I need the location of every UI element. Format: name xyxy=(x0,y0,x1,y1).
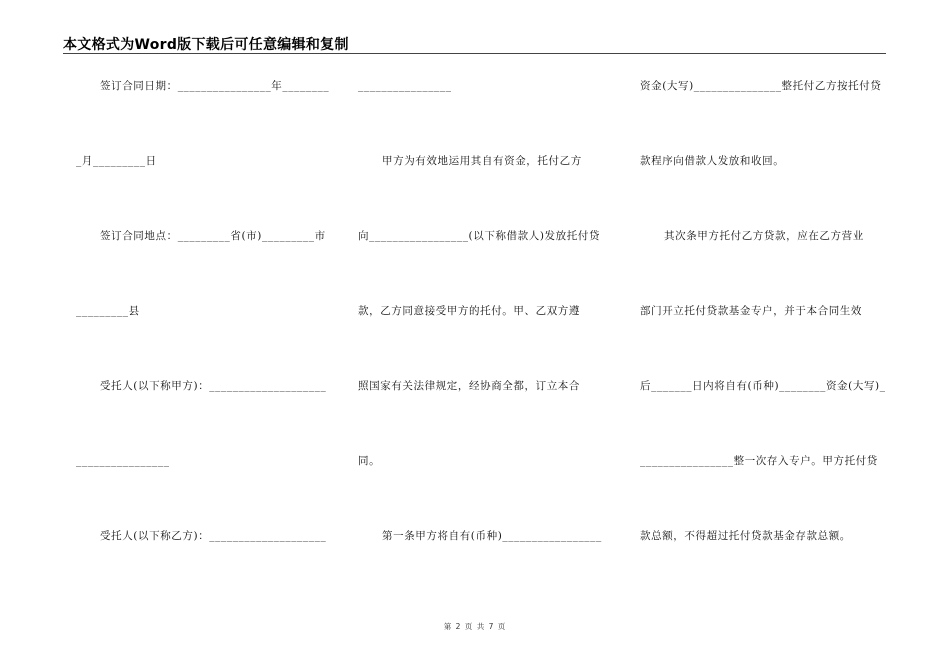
col2-line-6: 同。 xyxy=(358,455,381,467)
col1-line-1: 签订合同日期：________________年________ xyxy=(100,80,330,92)
col3-line-6: ________________整一次存入专户。甲方托付贷 xyxy=(640,455,878,467)
col3-line-3: 其次条甲方托付乙方贷款，应在乙方营业 xyxy=(664,230,864,242)
col3-line-4: 部门开立托付贷款基金专户，并于本合同生效 xyxy=(640,305,862,317)
col2-line-1: ________________ xyxy=(358,80,452,92)
header-divider xyxy=(63,53,886,54)
col3-line-1: 资金(大写)_______________整托付乙方按托付贷 xyxy=(640,80,882,92)
col2-line-7: 第一条甲方将自有(币种)_________________ xyxy=(382,530,602,542)
col3-line-2: 款程序向借款人发放和收回。 xyxy=(640,155,785,167)
col2-line-2: 甲方为有效地运用其自有资金，托付乙方 xyxy=(382,155,582,167)
document-header-title: 本文格式为Word版下载后可任意编辑和复制 xyxy=(63,37,349,53)
col1-line-5: 受托人(以下称甲方)：____________________ xyxy=(100,380,327,392)
col3-line-5: 后_______日内将自有(币种)________资金(大写)_ xyxy=(640,380,886,392)
col1-line-2: _月_________日 xyxy=(76,155,157,167)
col1-line-6: ________________ xyxy=(76,455,170,467)
col1-line-7: 受托人(以下称乙方)：____________________ xyxy=(100,530,327,542)
col2-line-3: 向_________________(以下称借款人)发放托付贷 xyxy=(358,230,601,242)
page-number: 第 2 页 共 7 页 xyxy=(443,622,507,631)
col3-line-7: 款总额，不得超过托付贷款基金存款总额。 xyxy=(640,530,851,542)
col1-line-3: 签订合同地点：_________省(市)_________市 xyxy=(100,230,326,242)
col2-line-4: 款，乙方同意接受甲方的托付。甲、乙双方遵 xyxy=(358,305,580,317)
col2-line-5: 照国家有关法律规定，经协商全都，订立本合 xyxy=(358,380,580,392)
col1-line-4: _________县 xyxy=(76,305,140,317)
